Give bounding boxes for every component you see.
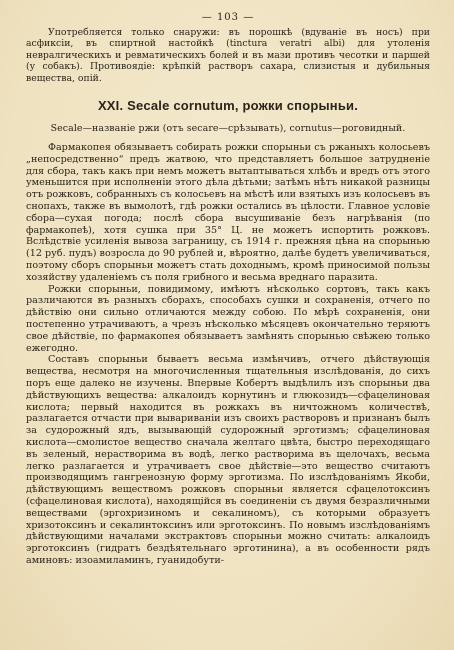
page-number: — 103 — [201, 12, 255, 23]
top-paragraph: Употребляется только снаружи: въ порошкѣ (вдуваніе въ носъ) при асфиксіи, въ спиртной настойкѣ (tinctura veratri albi) для утоленія невралгическихъ и ревматическихъ болей и въ мази противъ чесотки и паршей (у собакъ). Противоядіе: крѣпкій растворъ сахара, слизистыя и дубильныя вещества, опій. [26, 27, 430, 84]
paragraph-storage: Рожки спорыньи, повидимому, имѣютъ нѣсколько сортовъ, такъ какъ различаются въ разныхъ сборахъ, способахъ сушки и сохраненія, отчего по дѣйствію они сильно отличаются между собою. По мѣрѣ сохраненія, они постепенно утрачиваютъ, а чрезъ нѣсколько мѣсяцевъ окончательно теряютъ свое дѣйствіе, по фармакопея обязываетъ замѣнять спорынью свѣжею только ежегодно. [26, 283, 430, 354]
paragraph-composition: Составъ спорыньи бываетъ весьма измѣнчивъ, отчего дѣйствующія вещества, несмотря на многочисленныя тщательныя изслѣдованія, до сихъ поръ еще далеко не изучены. Впервые Кобертъ выдѣлилъ изъ спорыньи два дѣйствующихъ вещества: алкалоидъ корнутинъ и глюкозидъ—сфацелиновая кислота; первый находится въ рожкахъ въ ничтожномъ количествѣ, разлагается отчасти при вывариваніи изъ своихъ растворовъ и признанъ былъ за судорожный ядъ, вызывающій судорожный эрготизмъ; сфацелиновая кислота—смолистое вещество сначала желтаго цвѣта, быстро переходящаго въ зеленый, нерастворима въ водѣ, легко растворима въ щелочахъ, весьма легко разлагается и утрачиваетъ свое дѣйствіе—это вещество считаютъ производящимъ гангренозную форму эрготизма. По изслѣдованіямъ Якоби, дѣйствующимъ веществомъ рожковъ спорыньи является сфацелотоксинъ (сфацелиновая кислота), находящійся въ соединеніи съ двумя безразличными веществами (эргохризиномъ и секалиномъ), съ которыми образуетъ хризотоксинъ и секалинтоксинъ или эрготоксинъ. По новымъ изслѣдованіямъ дѣйствующими началами экстрактовъ спорыньи можно считать: алкалоидъ эрготоксинъ (гидратъ бездѣятельнаго эрготинина), а въ особенности рядъ аминовъ: изоамиламинъ, гуанидобути- [26, 354, 430, 566]
section-heading: XXI. Secale cornutum, рожки спорыньи. [97, 98, 359, 114]
etymology-subheading: Secale—названіе ржи (отъ secare—срѣзывать), cornutus—роговидный. [50, 123, 406, 135]
paragraph-collection: Фармакопея обязываетъ собирать рожки спорыньи съ ржаныхъ колосьевъ „непосредственно“ предъ жатвою, что представляетъ большое затрудненіе для сбора, такъ какъ при немъ можетъ вытаптываться хлѣбъ и вредъ отъ этого уменьшится при исполненіи этого дѣла дѣтьми; затѣмъ нѣтъ никакой разницы отъ рожковъ, собранныхъ съ колосьевъ на мѣстѣ или взятыхъ изъ колосьевъ въ снопахъ, также въ вымолотѣ, гдѣ рожки остались въ цѣлости. Главное условіе сбора—сухая погода; послѣ сбора высушиваніе безъ нагрѣванія (по фармакопеѣ), хотя сушка при 35° Ц. не можетъ испортить рожковъ. Вслѣдствіе усиленія вывоза заграницу, съ 1914 г. прежняя цѣна на спорынью (12 руб. пудъ) возросла до 90 рублей и, вѣроятно, далѣе будетъ увеличиваться, поэтому сборъ спорыньи можетъ стать доходнымъ, кромѣ приносимой пользы хозяйству удаленіемъ съ поля грибного и весьма вреднаго паразита. [26, 142, 430, 283]
